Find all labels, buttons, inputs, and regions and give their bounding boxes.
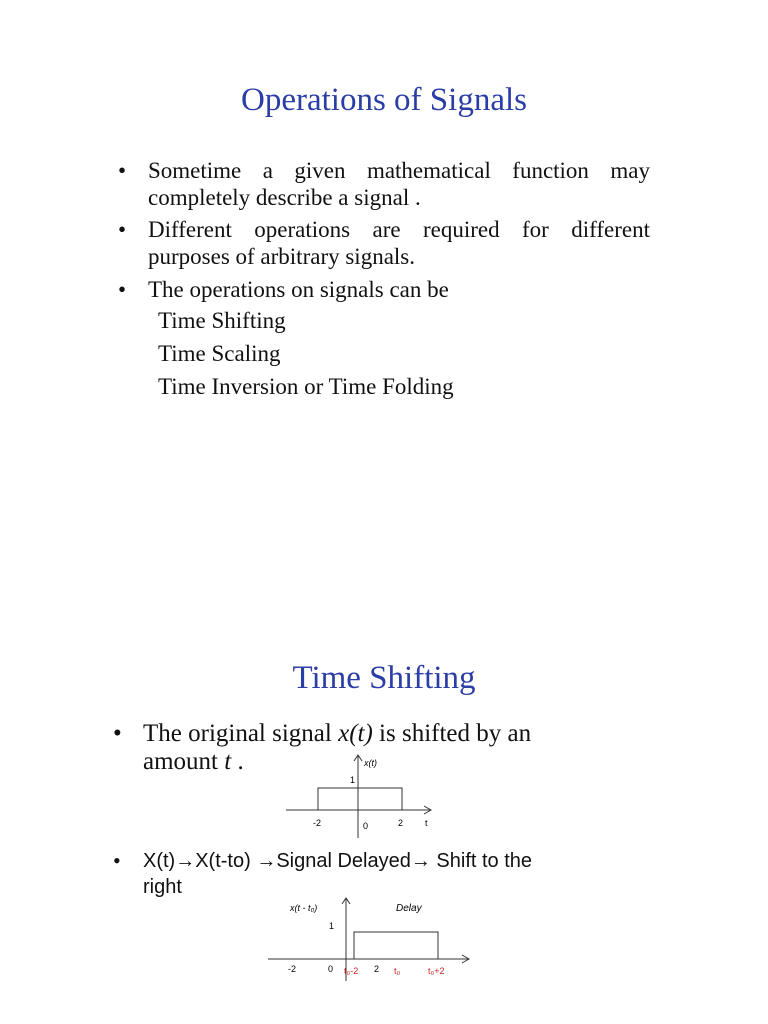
tick-label-y: 1 <box>329 921 335 931</box>
slide-title-time-shifting: Time Shifting <box>292 660 476 696</box>
signal-graph-original <box>280 752 440 842</box>
tick-label-t0: t₀ <box>394 966 401 976</box>
shift-variable: t <box>224 748 232 775</box>
bullet-operations <box>118 216 650 270</box>
bullet-signal-delayed <box>113 848 613 900</box>
bullet-text-part: The original signal <box>143 720 339 747</box>
axis-t-label: t <box>425 818 428 828</box>
operation-item: Time Shifting <box>158 308 286 333</box>
tick-label-zero: 0 <box>363 821 369 831</box>
signal-variable: x(t) <box>338 720 373 747</box>
tick-label-zero: 0 <box>328 964 334 974</box>
tick-label-neg: -2 <box>288 964 297 974</box>
operation-item: Time Scaling <box>158 341 281 366</box>
rect-pulse-delayed <box>354 932 438 959</box>
bullet-can-be <box>118 276 650 303</box>
signal-graph-delayed <box>268 895 478 985</box>
bullet-text-line: purposes of arbitrary signals. <box>148 244 415 269</box>
y-axis-label: x(t - t₀) <box>290 903 318 913</box>
bullet-dot: • <box>118 277 127 302</box>
bullet-text-line: completely describe a signal . <box>148 185 421 210</box>
bullet-text-line: right <box>143 876 182 898</box>
bullet-text-part: is shifted by an <box>372 720 532 747</box>
tick-label-y: 1 <box>350 775 356 785</box>
bullet-dot: • <box>113 848 121 873</box>
bullet-text-part: amount <box>143 748 225 775</box>
delay-label: Delay <box>396 903 422 914</box>
bullet-dot: • <box>113 720 122 747</box>
bullet-function <box>118 157 650 211</box>
tick-label-neg: -2 <box>313 818 322 828</box>
tick-label-pos: 2 <box>398 818 404 828</box>
bullet-text-line: Sometime a given mathematical function may <box>148 158 650 183</box>
bullet-text-line: Different operations are required for different <box>148 217 650 242</box>
bullet-text-line: The operations on signals can be <box>148 277 449 302</box>
y-axis-label: x(t) <box>364 758 377 768</box>
tick-label-2: 2 <box>374 964 380 974</box>
rect-pulse <box>318 788 402 810</box>
tick-label-t0-minus-2: t₀-2 <box>344 966 359 976</box>
slide-title-operations: Operations of Signals <box>241 82 527 118</box>
tick-label-t0-plus-2: t₀+2 <box>428 966 445 976</box>
bullet-dot: • <box>118 158 127 183</box>
bullet-text-line: X(t)→X(t-to) →Signal Delayed→ Shift to the <box>143 850 533 872</box>
bullet-dot: • <box>118 217 127 242</box>
bullet-text-part: . <box>231 748 244 775</box>
operation-item: Time Inversion or Time Folding <box>158 374 454 399</box>
